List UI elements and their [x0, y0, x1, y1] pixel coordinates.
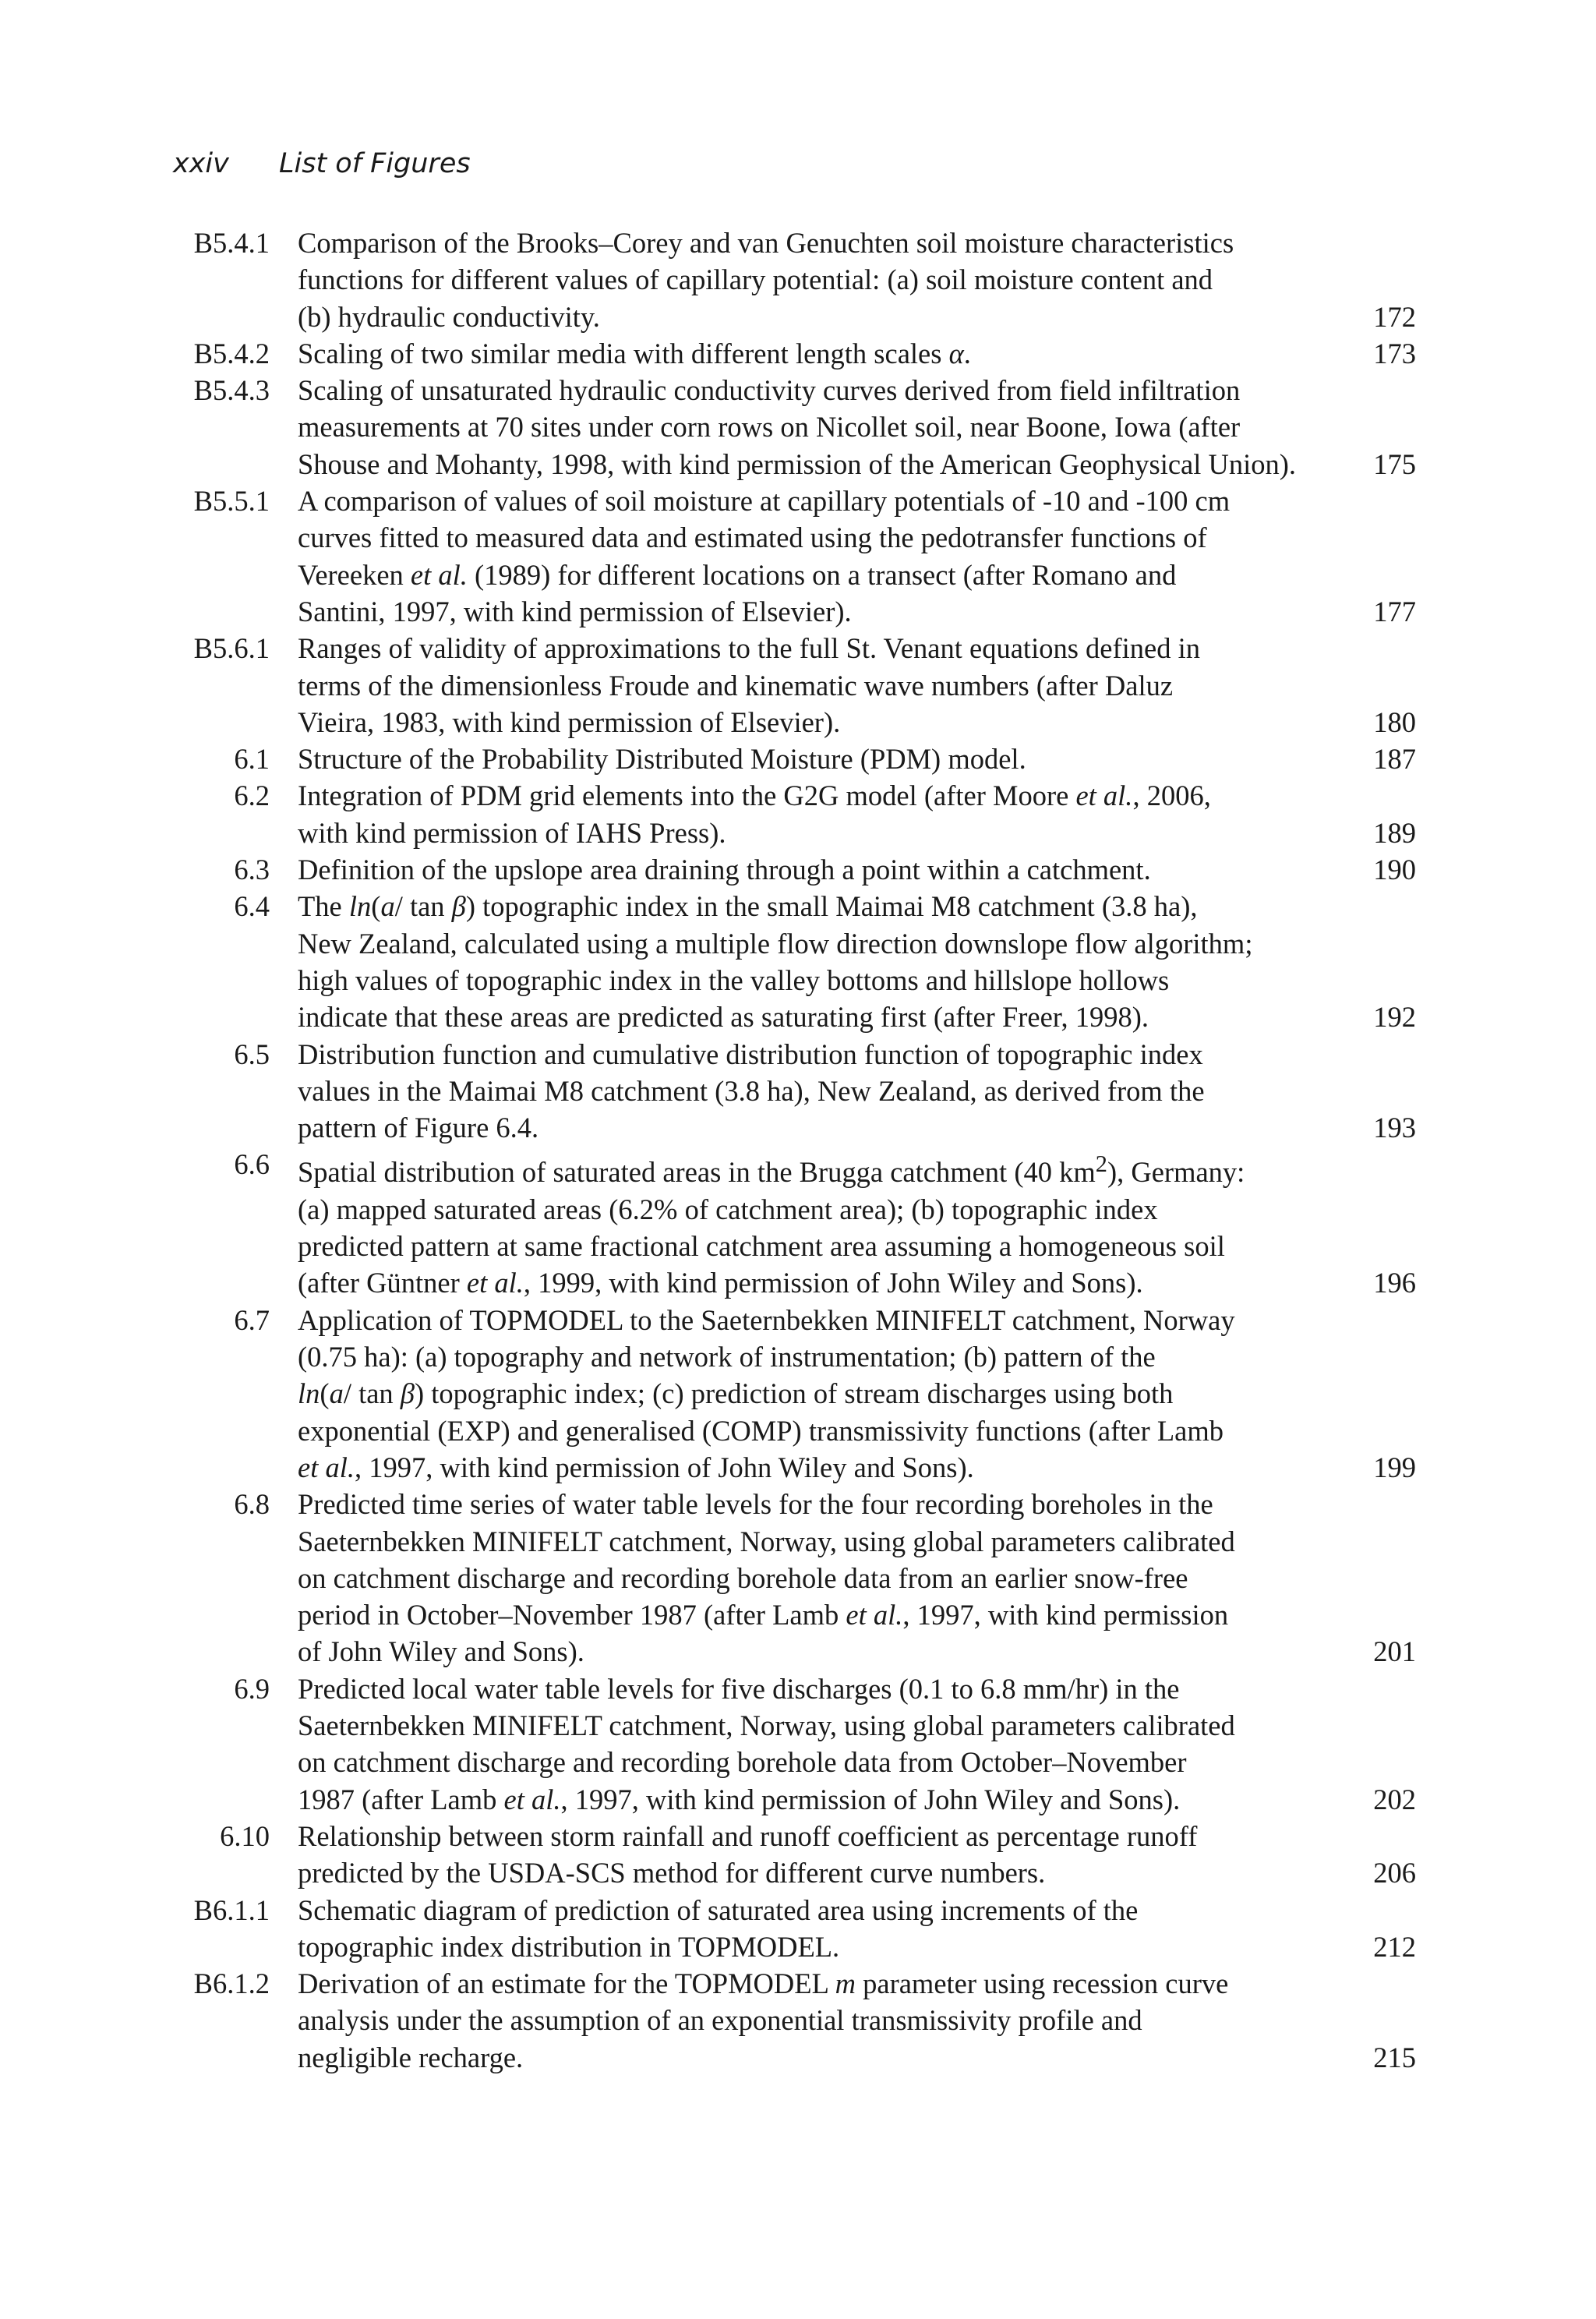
caption-line: on catchment discharge and recording borehole data from an earlier snow-free — [298, 1561, 1188, 1594]
caption-line: Ranges of validity of approximations to the full St. Venant equations defined in — [298, 632, 1201, 665]
figure-entry — [173, 224, 1416, 335]
figure-caption — [298, 335, 1354, 372]
caption-line: Structure of the Probability Distributed Moisture (PDM) model. — [298, 743, 1026, 776]
figure-caption — [298, 1036, 1354, 1147]
figure-number: 6.1 — [234, 743, 270, 776]
figure-page-number: 189 — [1373, 816, 1416, 849]
figure-entry — [173, 372, 1416, 483]
figure-caption — [298, 1486, 1354, 1670]
figure-entry — [173, 1486, 1416, 1670]
caption-line: curves fitted to measured data and estimated using the pedotransfer functions of — [298, 521, 1207, 554]
caption-line: Distribution function and cumulative distribution function of topographic index — [298, 1038, 1203, 1070]
figure-caption — [298, 630, 1354, 741]
figure-entry — [173, 1146, 1416, 1301]
caption-line: et al., 1997, with kind permission of John Wiley and Sons). — [298, 1451, 974, 1483]
caption-line: Predicted time series of water table levels for the four recording boreholes in the — [298, 1488, 1213, 1521]
caption-line: (a) mapped saturated areas (6.2% of catchment area); (b) topographic index — [298, 1193, 1158, 1225]
figure-page-number: 190 — [1373, 854, 1416, 886]
caption-line: with kind permission of IAHS Press). — [298, 816, 726, 849]
caption-line: negligible recharge. — [298, 2041, 524, 2073]
caption-line: of John Wiley and Sons). — [298, 1635, 584, 1668]
figure-page-number: 172 — [1373, 300, 1416, 333]
figure-page-number: 177 — [1373, 595, 1416, 627]
figure-entry — [173, 741, 1416, 777]
figure-number: 6.3 — [234, 854, 270, 886]
figure-page-number: 206 — [1373, 1857, 1416, 1889]
figure-entry — [173, 1892, 1416, 1966]
figure-caption — [298, 1670, 1354, 1818]
figure-number: B6.1.2 — [193, 1967, 270, 2000]
figure-page-number: 173 — [1373, 337, 1416, 369]
caption-line: New Zealand, calculated using a multiple flow direction downslope flow algorithm; — [298, 927, 1253, 960]
caption-line: high values of topographic index in the valley bottoms and hillslope hollows — [298, 963, 1170, 996]
figure-number: 6.5 — [234, 1038, 270, 1070]
caption-line: exponential (EXP) and generalised (COMP) transmissivity functions (after Lamb — [298, 1414, 1223, 1447]
caption-line: A comparison of values of soil moisture at capillary potentials of -10 and -100 cm — [298, 485, 1231, 518]
page-folio: xxiv — [173, 148, 229, 179]
caption-line: predicted pattern at same fractional catchment area assuming a homogeneous soil — [298, 1230, 1225, 1263]
figure-page-number: 202 — [1373, 1783, 1416, 1815]
caption-line: Integration of PDM grid elements into the G2G model (after Moore et al., 2006, — [298, 779, 1211, 812]
caption-line: Scaling of unsaturated hydraulic conductivity curves derived from field infiltration — [298, 374, 1241, 407]
caption-line: Santini, 1997, with kind permission of Elsevier). — [298, 595, 852, 627]
figure-entry — [173, 851, 1416, 888]
list-of-figures — [173, 224, 1416, 2076]
caption-line: functions for different values of capillary potential: (a) soil moisture content and — [298, 263, 1213, 296]
figure-caption — [298, 372, 1354, 483]
caption-line: ln(a/ tan β) topographic index; (c) prediction of stream discharges using both — [298, 1377, 1174, 1410]
caption-line: Definition of the upslope area draining through a point within a catchment. — [298, 854, 1151, 886]
figure-caption — [298, 1892, 1354, 1966]
figure-number: B5.4.2 — [193, 337, 270, 369]
caption-line: Saeternbekken MINIFELT catchment, Norway, using global parameters calibrated — [298, 1525, 1235, 1557]
figure-caption — [298, 483, 1354, 630]
caption-line: Saeternbekken MINIFELT catchment, Norway, using global parameters calibrated — [298, 1709, 1235, 1742]
caption-line: Predicted local water table levels for five discharges (0.1 to 6.8 mm/hr) in the — [298, 1672, 1180, 1705]
caption-line: (0.75 ha): (a) topography and network of instrumentation; (b) pattern of the — [298, 1341, 1156, 1373]
figure-entry — [173, 1036, 1416, 1147]
figure-caption — [298, 888, 1354, 1035]
caption-line: measurements at 70 sites under corn rows on Nicollet soil, near Boone, Iowa (after — [298, 411, 1241, 444]
running-head-title: List of Figures — [279, 148, 471, 179]
caption-line: The ln(a/ tan β) topographic index in the small Maimai M8 catchment (3.8 ha), — [298, 890, 1198, 923]
caption-line: Relationship between storm rainfall and runoff coefficient as percentage runoff — [298, 1819, 1198, 1852]
figure-number: 6.9 — [234, 1672, 270, 1705]
figure-page-number: 193 — [1373, 1112, 1416, 1144]
figure-page-number: 180 — [1373, 705, 1416, 738]
figure-entry — [173, 888, 1416, 1035]
figure-caption — [298, 741, 1354, 777]
caption-line: indicate that these areas are predicted as saturating first (after Freer, 1998). — [298, 1001, 1149, 1034]
figure-number: 6.10 — [220, 1819, 270, 1852]
figure-entry — [173, 335, 1416, 372]
figure-entry — [173, 483, 1416, 630]
figure-caption — [298, 851, 1354, 888]
figure-entry — [173, 1965, 1416, 2076]
caption-line: (after Güntner et al., 1999, with kind permission of John Wiley and Sons). — [298, 1267, 1143, 1299]
figure-entry — [173, 777, 1416, 851]
figure-number: 6.8 — [234, 1488, 270, 1521]
figure-page-number: 175 — [1373, 447, 1416, 480]
caption-line: Vereeken et al. (1989) for different locations on a transect (after Romano and — [298, 558, 1177, 591]
figure-number: 6.7 — [234, 1303, 270, 1336]
caption-line: on catchment discharge and recording borehole data from October–November — [298, 1746, 1187, 1779]
figure-page-number: 196 — [1373, 1267, 1416, 1299]
caption-line: values in the Maimai M8 catchment (3.8 ha), New Zealand, as derived from the — [298, 1074, 1205, 1107]
figure-page-number: 192 — [1373, 1001, 1416, 1034]
figure-entry — [173, 1302, 1416, 1486]
caption-line: terms of the dimensionless Froude and kinematic wave numbers (after Daluz — [298, 669, 1174, 702]
caption-line: topographic index distribution in TOPMODEL. — [298, 1930, 840, 1963]
figure-caption — [298, 777, 1354, 851]
figure-caption — [298, 1818, 1354, 1892]
caption-line: Vieira, 1983, with kind permission of Elsevier). — [298, 705, 841, 738]
running-head — [173, 147, 471, 181]
figure-caption — [298, 1146, 1354, 1301]
caption-line: 1987 (after Lamb et al., 1997, with kind permission of John Wiley and Sons). — [298, 1783, 1181, 1815]
caption-line: Comparison of the Brooks–Corey and van Genuchten soil moisture characteristics — [298, 227, 1234, 259]
figure-number: B5.4.1 — [193, 227, 270, 259]
figure-number: B5.6.1 — [193, 632, 270, 665]
figure-page-number: 215 — [1373, 2041, 1416, 2073]
figure-number: 6.2 — [234, 779, 270, 812]
figure-number: B6.1.1 — [193, 1893, 270, 1926]
caption-line: Scaling of two similar media with different length scales α. — [298, 337, 971, 369]
figure-page-number: 199 — [1373, 1451, 1416, 1483]
caption-line: period in October–November 1987 (after Lamb et al., 1997, with kind permission — [298, 1599, 1229, 1631]
caption-line: Spatial distribution of saturated areas in the Brugga catchment (40 $km^2$), Germany: — [298, 1151, 1245, 1189]
figure-page-number: 201 — [1373, 1635, 1416, 1668]
caption-line: analysis under the assumption of an exponential transmissivity profile and — [298, 2004, 1142, 2037]
caption-line: predicted by the USDA-SCS method for different curve numbers. — [298, 1857, 1046, 1889]
figure-caption — [298, 224, 1354, 335]
figure-caption — [298, 1965, 1354, 2076]
figure-number: 6.6 — [234, 1148, 270, 1181]
figure-number: 6.4 — [234, 890, 270, 923]
figure-caption — [298, 1302, 1354, 1486]
figure-entry — [173, 1670, 1416, 1818]
figure-entry — [173, 630, 1416, 741]
caption-line: Shouse and Mohanty, 1998, with kind permission of the American Geophysical Union). — [298, 447, 1297, 480]
figure-entry — [173, 1818, 1416, 1892]
figure-page-number: 187 — [1373, 743, 1416, 776]
caption-line: pattern of Figure 6.4. — [298, 1112, 539, 1144]
caption-line: Derivation of an estimate for the TOPMODEL m parameter using recession curve — [298, 1967, 1229, 2000]
caption-line: (b) hydraulic conductivity. — [298, 300, 600, 333]
figure-page-number: 212 — [1373, 1930, 1416, 1963]
caption-line: Application of TOPMODEL to the Saeternbekken MINIFELT catchment, Norway — [298, 1303, 1235, 1336]
figure-number: B5.5.1 — [193, 485, 270, 518]
figure-number: B5.4.3 — [193, 374, 270, 407]
caption-line: Schematic diagram of prediction of saturated area using increments of the — [298, 1893, 1139, 1926]
